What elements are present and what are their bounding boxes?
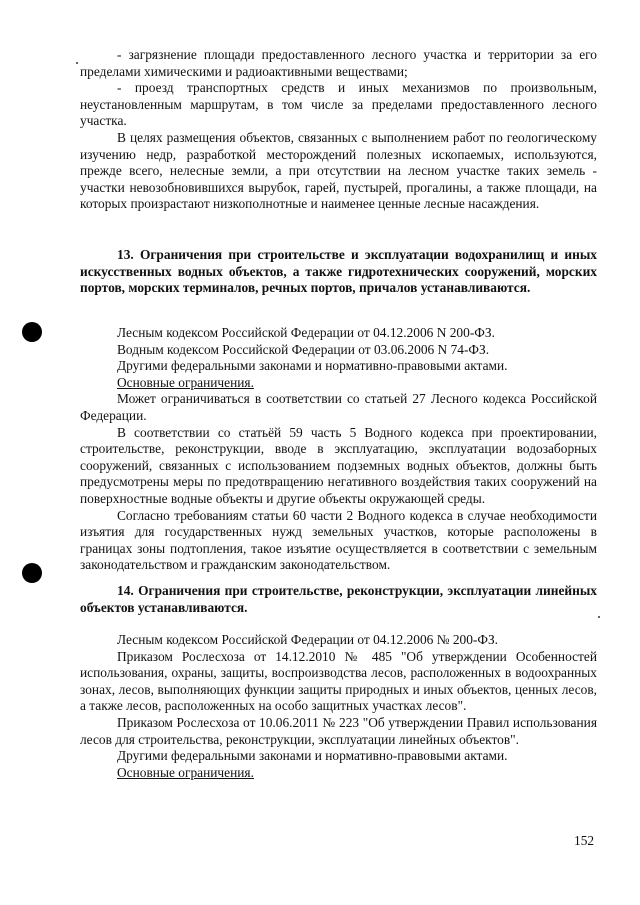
punch-hole: [22, 563, 42, 583]
main-restrictions-label: Основные ограничения.: [117, 374, 254, 390]
page-number: 152: [574, 833, 595, 848]
scan-speck: [598, 616, 600, 618]
law-other-2: Другими федеральными законами и нормативно-правовыми актами.: [117, 748, 508, 764]
paragraph-article-27: Может ограничиваться в соответствии со статьей 27 Лесного кодекса Российской Федерации.: [80, 391, 597, 423]
law-forest-code: Лесным кодексом Российской Федерации от 04.12.2006 N 200-ФЗ.: [117, 325, 495, 340]
section-14-heading: 14. Ограничения при строительстве, реконструкции, эксплуатации линейных объектов устанавливаются.: [80, 583, 597, 615]
paragraph-article-59: В соответствии со статьёй 59 часть 5 Водного кодекса при проектировании, строительстве, реконструкции, вводе в эксплуатацию, эксплуатации водозаборных сооружений, связанных с использованием подземных водных объектов, должны быть предусмотрены меры по предотвращению негативного воздействия таких сооружений на поверхностные водные объекты и другие объекты окружающей среды.: [80, 424, 597, 506]
paragraph-pollution: - загрязнение площади предоставленного лесного участка и территории за его пределами химическими и радиоактивными веществами;: [80, 47, 597, 79]
scan-speck: [76, 62, 78, 64]
body-text-top: [80, 47, 597, 213]
law-other: Другими федеральными законами и нормативно-правовыми актами.: [117, 358, 508, 374]
section-13: [80, 247, 597, 297]
paragraph-geology: В целях размещения объектов, связанных с выполнением работ по геологическому изучению недр, разработкой месторождений полезных ископаемых, используются, прежде всего, нелесные земли, а при отсутствии на лесном участке таких земель - участки невозобновившихся вырубок, гарей, пустырей, прогалины, а также площади, на которых произрастают низкополнотные и наименее ценные лесные насаждения.: [80, 129, 597, 212]
order-485: Приказом Рослесхоза от 14.12.2010 № 485 "Об утверждении Особенностей использования, охраны, защиты, воспроизводства лесов, расположенных в водоохранных зонах, лесов, выполняющих функции защиты природных и иных объектов, ценных лесов, а также лесов, расположенных на особо защитных участках лесов".: [80, 648, 597, 714]
section-13-body: [80, 325, 597, 574]
law-water-code: Водным кодексом Российской Федерации от 03.06.2006 N 74-ФЗ.: [117, 341, 490, 357]
order-223: Приказом Рослесхоза от 10.06.2011 № 223 "Об утверждении Правил использования лесов для строительства, реконструкции, эксплуатации линейных объектов".: [80, 714, 597, 747]
section-13-heading: 13. Ограничения при строительстве и эксплуатации водохранилищ и иных искусственных водных объектов, а также гидротехнических сооружений, морских портов, морских терминалов, речных портов, причалов устанавливаются.: [80, 247, 597, 296]
section-14: [80, 583, 597, 616]
law-forest-code-2: Лесным кодексом Российской Федерации от 04.12.2006 № 200-ФЗ.: [117, 632, 499, 647]
paragraph-article-60: Согласно требованиям статьи 60 части 2 Водного кодекса в случае необходимости изъятия для государственных нужд земельных участков, которые расположены в границах зоны подтопления, такое изъятие осуществляется в соответствии с земельным законодательством и гражданским законодательством.: [80, 507, 597, 573]
main-restrictions-label-2: Основные ограничения.: [117, 764, 254, 780]
section-14-body: [80, 632, 597, 781]
punch-hole: [22, 322, 42, 342]
paragraph-vehicles: - проезд транспортных средств и иных механизмов по произвольным, неустановленным маршрутам, в том числе за пределами предоставленного лесного участка.: [80, 80, 597, 129]
